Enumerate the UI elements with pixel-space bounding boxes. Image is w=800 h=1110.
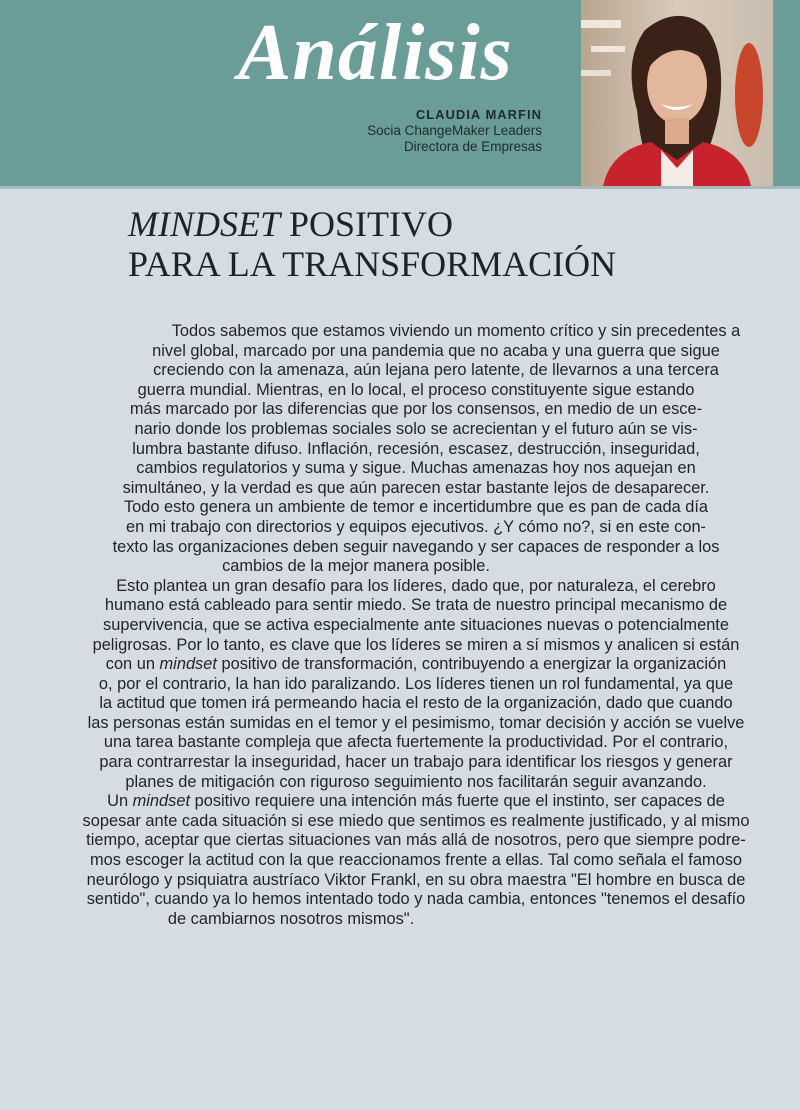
article-body: [36, 322, 796, 929]
headline-emphasis: MINDSET: [128, 204, 280, 244]
header-divider: [0, 186, 800, 189]
body-line: sopesar ante cada situación si ese miedo que sentimos es realmente justificado, y al mismo: [82, 811, 750, 830]
headline-line-2: PARA LA TRANSFORMACIÓN: [128, 244, 617, 284]
body-line: planes de mitigación con riguroso seguimiento nos facilitarán seguir avanzando.: [125, 772, 707, 791]
body-text: con un: [105, 655, 160, 674]
body-line: cambios regulatorios y suma y sigue. Muchas amenazas hoy nos aquejan en: [136, 459, 696, 478]
body-line: peligrosas. Por lo tanto, es clave que los líderes se miren a sí mismos y analicen si están: [92, 635, 740, 654]
body-line: Todo esto genera un ambiente de temor e incertidumbre que es pan de cada día: [123, 498, 709, 517]
author-portrait-image: [581, 0, 773, 186]
body-line: las personas están sumidas en el temor y el pesimismo, tomar decisión y acción se vuelve: [87, 713, 745, 732]
headline-line-1: [128, 204, 453, 244]
body-line: más marcado por las diferencias que por los consensos, en medio de un esce-: [129, 400, 703, 419]
body-line: [36, 655, 796, 675]
body-line: texto las organizaciones deben seguir navegando y ser capaces de responder a los: [112, 537, 720, 556]
body-line: en mi trabajo con directorios y equipos ejecutivos. ¿Y cómo no?, si en este con-: [125, 517, 707, 536]
body-line: creciendo con la amenaza, aún lejana pero latente, de llevarnos a una tercera: [153, 361, 719, 380]
body-line: neurólogo y psiquiatra austríaco Viktor Frankl, en su obra maestra "El hombre en busca de: [86, 870, 746, 889]
author-position: Directora de Empresas: [403, 139, 542, 154]
body-text: positivo de transformación, contribuyendo a energizar la organización: [216, 655, 727, 674]
body-line: humano está cableado para sentir miedo. Se trata de nuestro principal mecanismo de: [104, 596, 728, 615]
body-line: [36, 792, 796, 812]
author-byline: [367, 106, 542, 155]
section-header: [0, 0, 800, 186]
body-line: cambios de la mejor manera posible.: [222, 557, 490, 576]
body-line: supervivencia, que se activa especialmente ante situaciones nuevas o potencialmente: [103, 615, 729, 634]
body-text: positivo requiere una intención más fuerte que el instinto, ser capaces de: [190, 792, 725, 811]
author-portrait: [581, 0, 773, 186]
body-line: simultáneo, y la verdad es que aún parecen estar bastante lejos de desaparecer.: [122, 478, 710, 497]
body-line: guerra mundial. Mientras, en lo local, el proceso constituyente sigue estando: [137, 380, 695, 399]
body-emphasis: mindset: [159, 655, 217, 674]
body-line: Esto plantea un gran desafío para los líderes, dado que, por naturaleza, el cerebro: [116, 576, 716, 595]
body-line: de cambiarnos nosotros mismos".: [167, 909, 415, 928]
author-role: Socia ChangeMaker Leaders: [367, 123, 542, 138]
body-line: o, por el contrario, la han ido paralizando. Los líderes tienen un rol fundamental, ya que: [98, 674, 734, 693]
body-text: Un: [107, 792, 133, 811]
article-headline: [128, 204, 616, 284]
body-line: para contrarrestar la inseguridad, hacer un trabajo para identificar los riesgos y generar: [99, 753, 733, 772]
body-line: una tarea bastante compleja que afecta fuertemente la productividad. Por el contrario,: [103, 733, 729, 752]
body-line: la actitud que tomen irá permeando hacia el resto de la organización, dado que cuando: [99, 694, 733, 713]
body-line: nivel global, marcado por una pandemia que no acaba y una guerra que sigue: [152, 341, 720, 360]
body-line: mos escoger la actitud con la que reaccionamos frente a ellas. Tal como señala el famoso: [89, 851, 743, 870]
body-emphasis: mindset: [132, 792, 191, 811]
body-line: sentido", cuando ya lo hemos intentado todo y nada cambia, entonces "tenemos el desafío: [86, 890, 746, 909]
body-line: lumbra bastante difuso. Inflación, recesión, escasez, destrucción, inseguridad,: [132, 439, 700, 458]
section-title: Análisis: [238, 9, 513, 97]
author-name: CLAUDIA MARFIN: [415, 107, 542, 122]
headline-line-1-rest: POSITIVO: [280, 204, 454, 244]
body-line: nario donde los problemas sociales solo se acrecientan y el futuro aún se vis-: [134, 419, 698, 438]
body-line: Todos sabemos que estamos viviendo un momento crítico y sin precedentes a: [171, 322, 741, 340]
body-line: tiempo, aceptar que ciertas situaciones van más allá de nosotros, pero que siempre podre-: [86, 831, 746, 850]
